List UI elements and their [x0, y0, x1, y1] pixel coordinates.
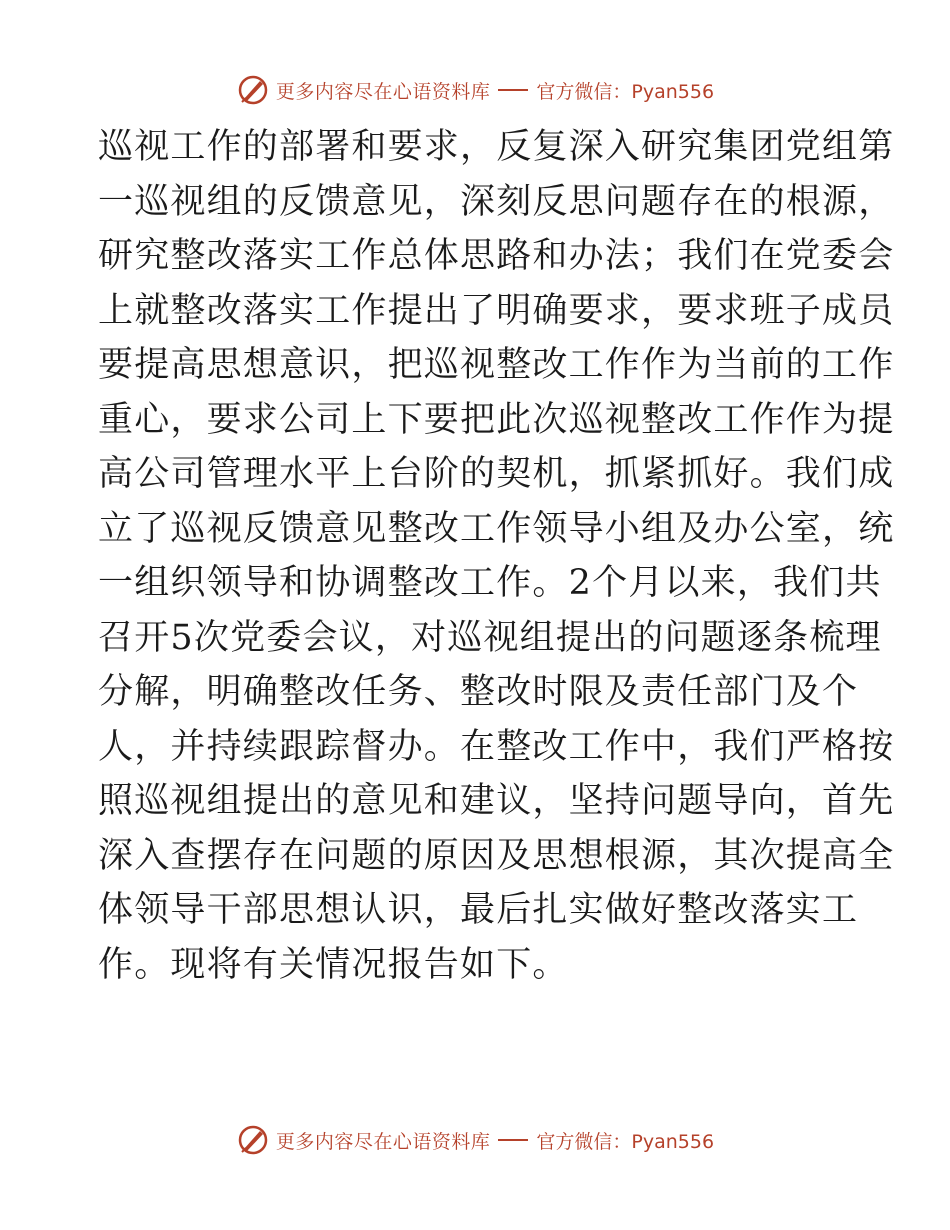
- watermark-wechat: 官方微信：Pyan556: [536, 80, 715, 103]
- text-line: 召开5次党委会议，对巡视组提出的问题逐条梳理: [98, 617, 882, 658]
- quill-pen-logo-icon: [236, 73, 270, 107]
- text-line: 分解，明确整改任务、整改时限及责任部门及个: [98, 672, 859, 712]
- text-line: 作。现将有关情况报告如下。: [98, 944, 569, 985]
- watermark-wechat: 官方微信：Pyan556: [536, 1130, 715, 1153]
- text-line: 体领导干部思想认识，最后扎实做好整改落实工: [98, 890, 859, 930]
- text-line: 照巡视组提出的意见和建议，坚持问题导向，首先: [98, 781, 895, 821]
- header-watermark: [0, 70, 950, 110]
- text-line: 高公司管理水平上台阶的契机，抓紧抓好。我们成: [98, 454, 895, 494]
- document-body: [98, 120, 895, 992]
- text-line: 立了巡视反馈意见整改工作领导小组及办公室，统: [98, 508, 895, 549]
- text-line: 一组织领导和协调整改工作。2个月以来，我们共: [98, 563, 882, 603]
- watermark-divider: [498, 89, 528, 91]
- footer-watermark: [0, 1120, 950, 1160]
- text-line: 巡视工作的部署和要求，反复深入研究集团党组第: [98, 127, 895, 167]
- watermark-divider: [498, 1139, 528, 1141]
- text-line: 研究整改落实工作总体思路和办法；我们在党委会: [98, 236, 895, 276]
- text-line: 要提高思想意识，把巡视整改工作作为当前的工作: [98, 345, 895, 385]
- text-line: 人，并持续跟踪督办。在整改工作中，我们严格按: [98, 726, 895, 767]
- text-line: 重心，要求公司上下要把此次巡视整改工作作为提: [98, 399, 895, 440]
- watermark-title: 更多内容尽在心语资料库: [275, 1130, 491, 1153]
- watermark-title: 更多内容尽在心语资料库: [275, 80, 491, 103]
- quill-pen-logo-icon: [236, 1123, 270, 1157]
- text-line: 上就整改落实工作提出了明确要求，要求班子成员: [98, 290, 895, 331]
- text-line: 深入查摆存在问题的原因及思想根源，其次提高全: [98, 835, 895, 876]
- text-line: 一巡视组的反馈意见，深刻反思问题存在的根源，: [98, 181, 895, 222]
